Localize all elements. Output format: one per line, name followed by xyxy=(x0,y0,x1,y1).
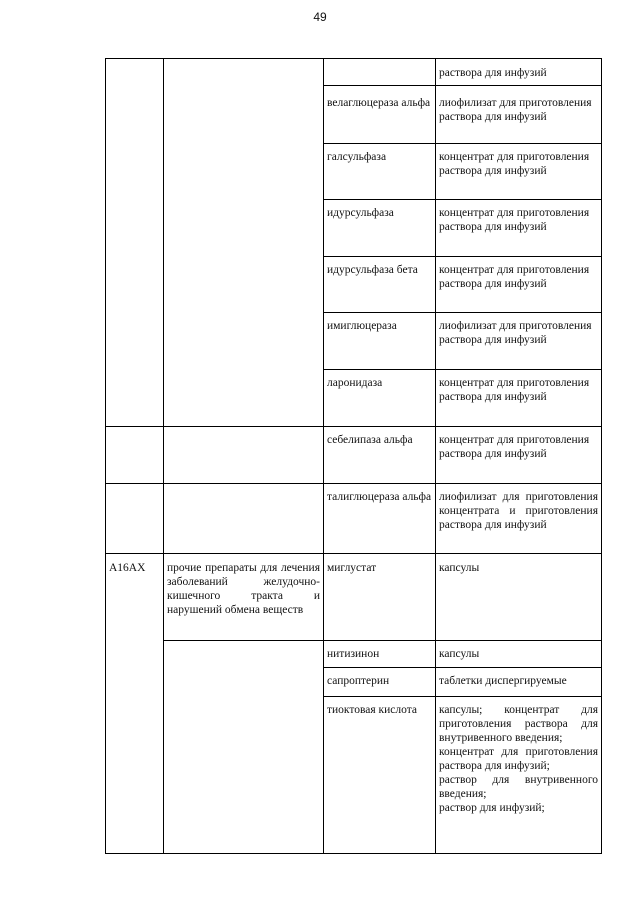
row-divider xyxy=(105,426,602,427)
dosage-form-cell: концентрат для приготовления раствора для инфузий xyxy=(439,264,590,290)
dosage-form-cell: лиофилизат для приготовления раствора для инфузий xyxy=(439,97,592,123)
drug-name-cell: тиоктовая кислота xyxy=(327,704,417,716)
row-divider xyxy=(323,369,602,370)
drug-name-cell: талиглюцераза альфа xyxy=(327,491,432,503)
drug-name-cell: сапроптерин xyxy=(327,675,390,687)
row-divider xyxy=(323,143,602,144)
dosage-form-cell: капсулы xyxy=(439,562,480,574)
dosage-form-cell: лиофилизат для приготовления раствора для инфузий xyxy=(439,320,592,346)
drug-name-cell: себелипаза альфа xyxy=(327,434,413,446)
dosage-form-cell: капсулы xyxy=(439,648,480,660)
group-name-cell: прочие препараты для лечения заболеваний желудочно-кишечного тракта и нарушений обмена веществ xyxy=(167,562,320,616)
dosage-form-cell: концентрат для приготовления раствора для инфузий xyxy=(439,207,590,233)
row-divider xyxy=(323,696,602,697)
table-border-top xyxy=(105,58,602,59)
atc-code-cell: A16AX xyxy=(109,562,146,574)
row-divider xyxy=(323,256,602,257)
dosage-form-cell: таблетки диспергируемые xyxy=(439,675,567,687)
page-number: 49 xyxy=(313,10,327,24)
table-col-divider-1 xyxy=(163,58,164,853)
drug-name-cell: галсульфаза xyxy=(327,151,387,163)
dosage-form-cell: раствора для инфузий xyxy=(439,67,547,79)
dosage-form-cell: капсулы; концентрат для приготовления раствора для внутривенного введения; концентрат для приготовления раствора для инфузий; раствор для внутривенного введения; раствор для инфузий; xyxy=(439,704,598,814)
table-border-right xyxy=(601,58,602,853)
drug-name-cell: ларонидаза xyxy=(327,377,383,389)
dosage-form-cell: концентрат для приготовления раствора для инфузий xyxy=(439,377,590,403)
row-divider xyxy=(163,640,602,641)
row-divider xyxy=(323,312,602,313)
row-divider xyxy=(105,553,602,554)
dosage-form-cell: концентрат для приготовления раствора для инфузий xyxy=(439,434,590,460)
drug-name-cell: имиглюцераза xyxy=(327,320,397,332)
drug-name-cell: идурсульфаза xyxy=(327,207,394,219)
table-border-bottom xyxy=(105,853,602,854)
dosage-form-cell: лиофилизат для приготовления концентрата и приготовления раствора для инфузий xyxy=(439,491,598,531)
drug-name-cell: нитизинон xyxy=(327,648,380,660)
row-divider xyxy=(323,199,602,200)
table-col-divider-2 xyxy=(323,58,324,853)
table-border-left xyxy=(105,58,106,853)
row-divider xyxy=(323,667,602,668)
row-divider xyxy=(323,85,602,86)
dosage-form-cell: концентрат для приготовления раствора для инфузий xyxy=(439,151,590,177)
drug-name-cell: миглустат xyxy=(327,562,377,574)
drug-name-cell: велаглюцераза альфа xyxy=(327,97,431,109)
drug-name-cell: идурсульфаза бета xyxy=(327,264,418,276)
row-divider xyxy=(105,483,602,484)
